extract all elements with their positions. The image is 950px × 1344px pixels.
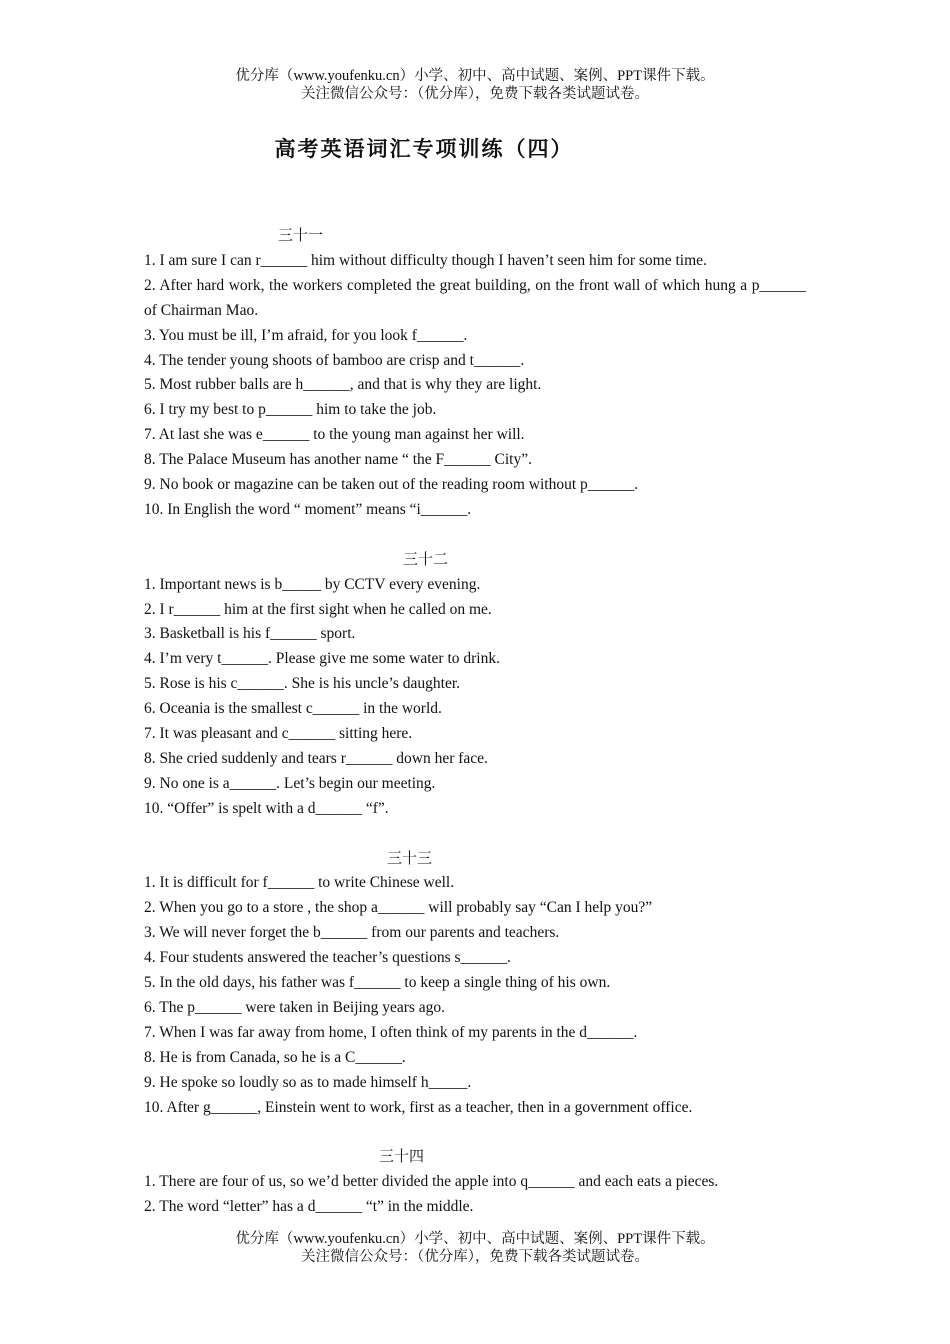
- section-heading-text: 三十四: [379, 1149, 425, 1166]
- footer-line-1: 优分库（www.youfenku.cn）小学、初中、高中试题、案例、PPT课件下载。: [235, 1231, 715, 1247]
- question: 1. I am sure I can r______ him without difficulty though I haven’t seen him for some time.: [144, 251, 707, 269]
- question: 5. Most rubber balls are h______, and that is why they are light.: [144, 376, 542, 394]
- question: 3. Basketball is his f______ sport.: [144, 625, 356, 643]
- question: 7. When I was far away from home, I often think of my parents in the d______.: [144, 1023, 638, 1041]
- question: 6. I try my best to p______ him to take the job.: [144, 401, 437, 419]
- question: 7. It was pleasant and c______ sitting here.: [144, 725, 413, 743]
- footer-line-2: 关注微信公众号：（优分库），免费下载各类试题试卷。: [301, 1249, 649, 1265]
- section-31: [144, 224, 806, 523]
- question: 7. At last she was e______ to the young man against her will.: [144, 426, 525, 444]
- exercise-content: [144, 224, 806, 1220]
- question: 8. The Palace Museum has another name “ the F______ City”.: [144, 451, 532, 469]
- question: 5. Rose is his c______. She is his uncle’s daughter.: [144, 675, 461, 693]
- section-heading: [144, 1145, 806, 1170]
- page-header: [0, 67, 950, 103]
- section-34: [144, 1145, 806, 1220]
- spacer: [144, 523, 806, 548]
- question: 5. In the old days, his father was f______ to keep a single thing of his own.: [144, 974, 611, 992]
- question: 4. I’m very t______. Please give me some water to drink.: [144, 650, 500, 668]
- question: 10. In English the word “ moment” means “i______.: [144, 500, 472, 518]
- question: 8. He is from Canada, so he is a C______.: [144, 1048, 406, 1066]
- spacer: [144, 1121, 806, 1146]
- question: 9. No one is a______. Let’s begin our meeting.: [144, 774, 436, 792]
- section-heading: [144, 224, 806, 249]
- section-heading: [144, 847, 806, 872]
- question: 1. Important news is b_____ by CCTV every evening.: [144, 575, 481, 593]
- header-line-2: 关注微信公众号：（优分库），免费下载各类试题试卷。: [301, 86, 649, 102]
- page-title: 高考英语词汇专项训练（四）: [274, 137, 574, 161]
- question: 4. Four students answered the teacher’s questions s______.: [144, 949, 511, 967]
- question: 6. Oceania is the smallest c______ in the world.: [144, 700, 442, 718]
- spacer: [144, 822, 806, 847]
- question: 3. You must be ill, I’m afraid, for you look f______.: [144, 326, 468, 344]
- question: 2. The word “letter” has a d______ “t” in the middle.: [144, 1198, 474, 1216]
- section-heading: [144, 548, 806, 573]
- question: 1. It is difficult for f______ to write Chinese well.: [144, 874, 455, 892]
- question: 9. He spoke so loudly so as to made himself h_____.: [144, 1073, 472, 1091]
- section-33: [144, 847, 806, 1121]
- header-line-1: 优分库（www.youfenku.cn）小学、初中、高中试题、案例、PPT课件下载。: [235, 68, 715, 84]
- section-heading-text: 三十一: [278, 228, 324, 244]
- question: 10. After g______, Einstein went to work, first as a teacher, then in a government office.: [144, 1098, 693, 1116]
- section-heading-text: 三十二: [403, 551, 449, 568]
- page-footer: [0, 1230, 950, 1266]
- question: 4. The tender young shoots of bamboo are crisp and t______.: [144, 351, 525, 369]
- question: 2. After hard work, the workers completed the great building, on the front wall of which hung a p______ of Chairman Mao.: [144, 276, 806, 319]
- question: 2. When you go to a store , the shop a______ will probably say “Can I help you?”: [144, 899, 653, 917]
- question: 2. I r______ him at the first sight when he called on me.: [144, 600, 492, 618]
- question: 10. “Offer” is spelt with a d______ “f”.: [144, 799, 389, 817]
- question: 8. She cried suddenly and tears r______ down her face.: [144, 749, 488, 767]
- question: 1. There are four of us, so we’d better divided the apple into q______ and each eats a pieces.: [144, 1173, 719, 1191]
- question: 3. We will never forget the b______ from our parents and teachers.: [144, 924, 560, 942]
- question: 6. The p______ were taken in Beijing years ago.: [144, 999, 446, 1017]
- section-heading-text: 三十三: [387, 850, 433, 867]
- section-32: [144, 548, 806, 822]
- question: 9. No book or magazine can be taken out of the reading room without p______.: [144, 476, 639, 494]
